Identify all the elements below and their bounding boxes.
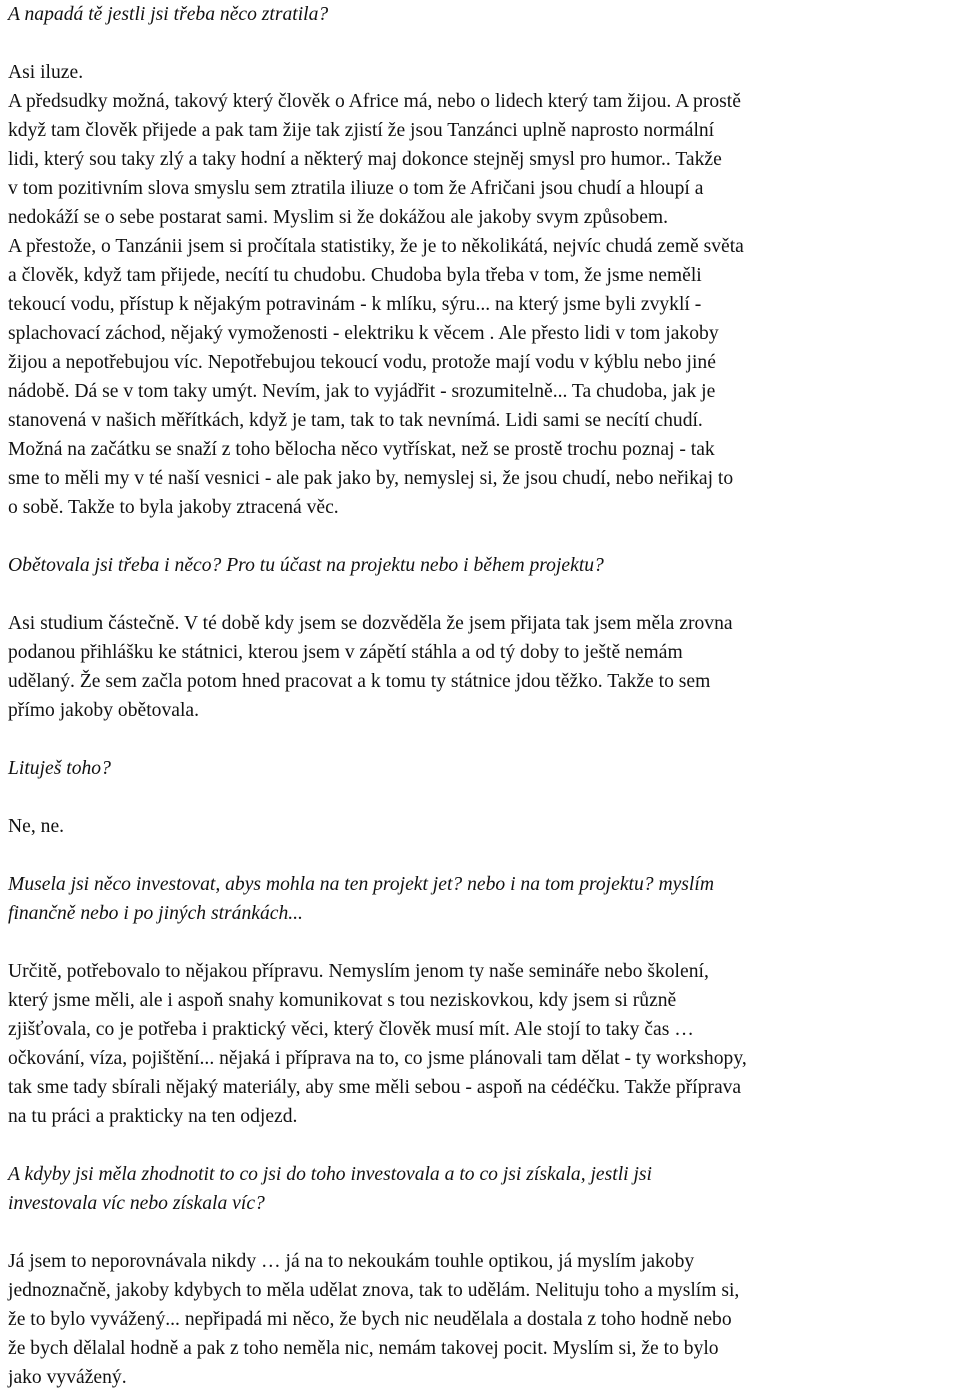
question-invest [8,870,958,928]
answer-line: jednoznačně, jakoby kdybych to měla udělat znova, tak to udělám. Nelituju toho a myslím si, [8,1280,740,1301]
answer-line: sme to měli my v té naší vesnici - ale pak jako by, nemyslej si, že jsou chudí, nebo neřikaj to [8,468,734,489]
question-sacrifice [8,551,958,580]
document-page [8,0,958,1392]
question-lost [8,0,958,29]
answer-line: Možná na začátku se snaží z toho bělocha něco vytřískat, než se prostě trochu poznaj - tak [8,439,715,460]
answer-line: nádobě. Dá se v tom taky umýt. Nevím, jak to vyjádřit - srozumitelně... Ta chudoba, jak je [8,381,716,402]
answer-line: splachovací záchod, nějaký vymoženosti - elektriku k věcem . Ale přesto lidi v tom jakoby [8,323,719,344]
question-line: A napadá tě jestli jsi třeba něco ztratila? [8,4,329,25]
answer-line: stanovená v našich měřítkách, když je tam, tak to tak nevnímá. Lidi sami se necítí chudí. [8,410,703,431]
answer-line: v tom pozitivním slova smyslu sem ztratila iliuze o tom že Afričani jsou chudí a hloupí a [8,178,704,199]
answer-lost [8,58,958,522]
answer-sacrifice [8,609,958,725]
spacer [8,841,958,870]
spacer [8,1218,958,1247]
question-line: Obětovala jsi třeba i něco? Pro tu účast na projektu nebo i během projektu? [8,555,604,576]
answer-line: Ne, ne. [8,816,65,837]
answer-line: zjišťovala, co je potřeba i praktický věci, který člověk musí mít. Ale stojí to taky čas … [8,1019,694,1040]
answer-line: Já jsem to neporovnávala nikdy … já na to nekoukám touhle optikou, já myslím jakoby [8,1251,695,1272]
answer-line: A předsudky možná, takový který člověk o Africe má, nebo o lidech který tam žijou. A prostě [8,91,741,112]
answer-line: když tam člověk přijede a pak tam žije tak zjistí že jsou Tanzánci uplně naprosto normální [8,120,715,141]
spacer [8,1131,958,1160]
answer-invest [8,957,958,1131]
spacer [8,783,958,812]
answer-line: tak sme tady sbírali nějaký materiály, aby sme měli sebou - aspoň na cédéčku. Takže příprava [8,1077,742,1098]
answer-line: na tu práci a prakticky na ten odjezd. [8,1106,298,1127]
answer-line: jako vyvážený. [8,1367,127,1388]
answer-line: a člověk, když tam přijede, necítí tu chudobu. Chudoba byla třeba v tom, že jsme neměli [8,265,702,286]
spacer [8,522,958,551]
question-line: investovala víc nebo získala víc? [8,1193,265,1214]
question-line: Musela jsi něco investovat, abys mohla na ten projekt jet? nebo i na tom projektu? myslím [8,874,714,895]
question-line: finančně nebo i po jiných stránkách... [8,903,303,924]
answer-line: že bych dělalal hodně a pak z toho neměla nic, nemám takovej pocit. Myslím si, že to bylo [8,1338,719,1359]
question-evaluate [8,1160,958,1218]
spacer [8,29,958,58]
answer-line: Určitě, potřebovalo to nějakou přípravu. Nemyslím jenom ty naše semináře nebo školení, [8,961,709,982]
answer-line: že to bylo vyvážený... nepřipadá mi něco, že bych nic neudělala a dostala z toho hodně nebo [8,1309,732,1330]
answer-evaluate [8,1247,958,1392]
answer-line: který jsme měli, ale i aspoň snahy komunikovat s tou neziskovkou, kdy jsem si různě [8,990,677,1011]
answer-line: tekoucí vodu, přístup k nějakým potravinám - k mlíku, sýru... na který jsme byli zvyklí - [8,294,702,315]
answer-line: lidi, který sou taky zlý a taky hodní a některý maj dokonce stejněj smysl pro humor.. Takže [8,149,722,170]
answer-line: Asi studium částečně. V té době kdy jsem se dozvěděla že jsem přijata tak jsem měla zrovna [8,613,733,634]
answer-line: očkování, víza, pojištění... nějaká i příprava na to, co jsme plánovali tam dělat - ty workshopy, [8,1048,747,1069]
answer-line: žijou a nepotřebujou víc. Nepotřebujou tekoucí vodu, protože mají vodu v kýblu nebo jiné [8,352,716,373]
spacer [8,725,958,754]
answer-line: podanou přihlášku ke státnici, kterou jsem v zápětí stáhla a od tý doby to ještě nemám [8,642,683,663]
question-line: A kdyby jsi měla zhodnotit to co jsi do toho investovala a to co jsi získala, jestli jsi [8,1164,653,1185]
answer-regret [8,812,958,841]
answer-line: Asi iluze. [8,62,84,83]
answer-line: o sobě. Takže to byla jakoby ztracená věc. [8,497,339,518]
question-regret [8,754,958,783]
answer-line: udělaný. Že sem začla potom hned pracovat a k tomu ty státnice jdou těžko. Takže to sem [8,671,711,692]
question-line: Lituješ toho? [8,758,111,779]
answer-line: A přestože, o Tanzánii jsem si pročítala statistiky, že je to několikátá, nejvíc chudá země světa [8,236,744,257]
spacer [8,580,958,609]
spacer [8,928,958,957]
answer-line: přímo jakoby obětovala. [8,700,199,721]
answer-line: nedokáží se o sebe postarat sami. Myslim si že dokážou ale jakoby svym způsobem. [8,207,669,228]
